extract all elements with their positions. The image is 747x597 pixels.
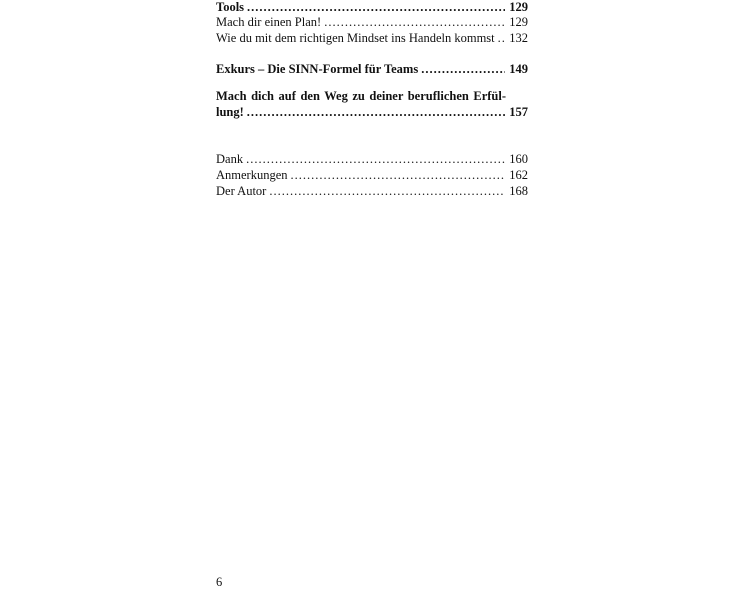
toc-entry-title-continued: lung! <box>216 105 244 119</box>
toc-entry-title: Dank <box>216 152 244 166</box>
toc-leader-dots <box>247 0 505 15</box>
toc-entry-page: 168 <box>509 184 528 198</box>
toc-entry-mindset <box>216 31 528 46</box>
toc-entry-anmerkungen <box>216 168 528 183</box>
toc-leader-dots <box>247 105 505 120</box>
toc-entry-weg-line1 <box>216 89 506 104</box>
toc-entry-autor <box>216 184 528 199</box>
toc-leader-dots <box>324 15 505 30</box>
toc-entry-title: Wie du mit dem richtigen Mindset ins Handeln kommst <box>216 31 495 45</box>
toc-leader-dots <box>421 62 505 77</box>
toc-entry-weg <box>216 105 528 120</box>
toc-entry-page: 129 <box>509 15 528 29</box>
toc-entry-title: Tools <box>216 0 245 14</box>
toc-entry-exkurs <box>216 62 528 77</box>
toc-entry-title: Der Autor <box>216 184 267 198</box>
toc-entry-page: 157 <box>509 105 528 119</box>
toc-leader-dots <box>269 184 505 199</box>
page-number: 6 <box>216 575 223 589</box>
toc-entry-plan <box>216 15 528 30</box>
toc-entry-page: 129 <box>509 0 528 14</box>
toc-leader-dots <box>246 152 505 167</box>
toc-leader-dots <box>498 31 506 46</box>
toc-entry-title: Anmerkungen <box>216 168 288 182</box>
toc-entry-title: Mach dir einen Plan! <box>216 15 322 29</box>
toc-entry-title: Mach dich auf den Weg zu deiner beruflichen Erfül- <box>216 89 506 103</box>
toc-leader-dots <box>291 168 506 183</box>
toc-entry-page: 160 <box>509 152 528 166</box>
toc-entry-tools <box>216 0 528 15</box>
toc-entry-page: 132 <box>509 31 528 45</box>
toc-entry-dank <box>216 152 528 167</box>
toc-entry-page: 162 <box>509 168 528 182</box>
toc-entry-title: Exkurs – Die SINN-Formel für Teams <box>216 62 419 76</box>
toc-entry-page: 149 <box>509 62 528 76</box>
